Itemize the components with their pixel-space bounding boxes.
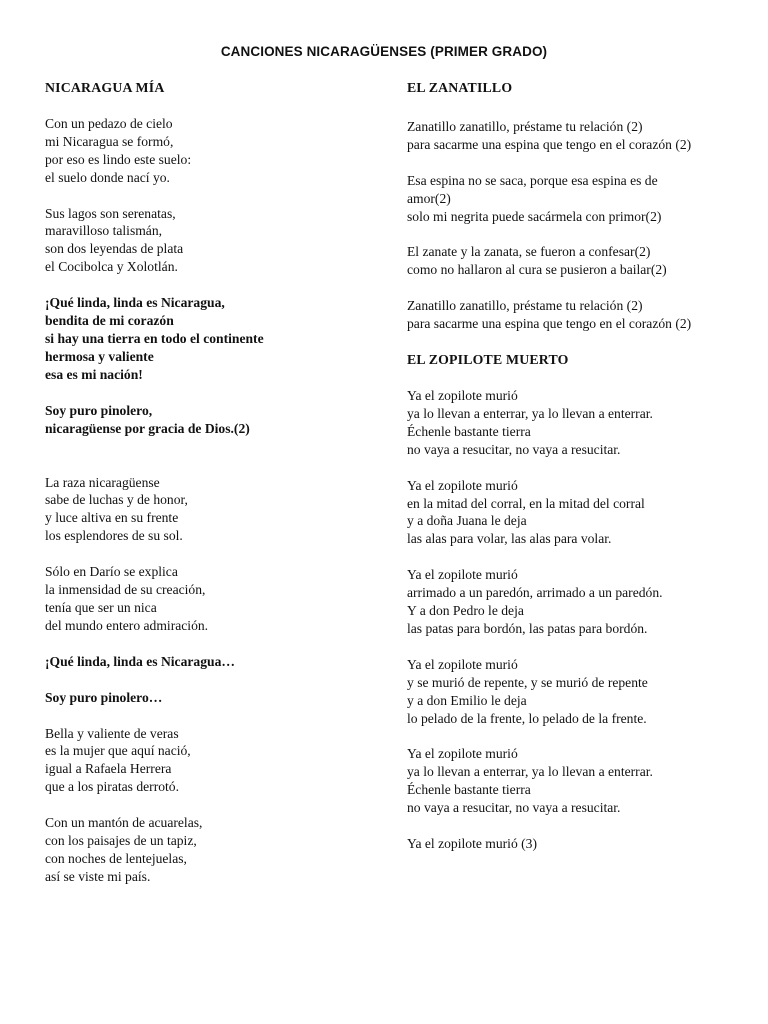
verse-line: Échenle bastante tierra [407,782,531,798]
verse-line: amor(2) [407,190,451,206]
verse-line: son dos leyendas de plata [45,241,184,257]
chorus-line: hermosa y valiente [45,348,154,364]
verse-line: Ya el zopilote murió (3) [407,836,538,852]
verse-line: Ya el zopilote murió [407,656,518,672]
verse-line: El zanate y la zanata, se fueron a confesar(2) [407,244,651,260]
verse-line: las patas para bordón, las patas para bordón. [407,620,648,636]
verse-line: los esplendores de su sol. [45,528,183,544]
chorus-stanza [45,653,375,671]
stanza [45,814,375,886]
stanza [407,118,737,154]
verse-line: Esa espina no se saca, porque esa espina es de [407,172,658,188]
left-column [45,79,375,886]
chorus-line: Soy puro pinolero… [45,689,163,705]
chorus-line: esa es mi nación! [45,366,143,382]
stanza [407,477,737,549]
verse-line: y a don Emilio le deja [407,692,527,708]
page-title: CANCIONES NICARAGÜENSES (PRIMER GRADO) [220,44,548,59]
chorus-line: ¡Qué linda, linda es Nicaragua… [45,653,235,669]
verse-line: las alas para volar, las alas para volar. [407,531,612,547]
chorus-line: bendita de mi corazón [45,313,174,329]
song-title-nicaragua-mia: NICARAGUA MÍA [45,80,165,95]
verse-line: mi Nicaragua se formó, [45,133,174,149]
verse-line: Zanatillo zanatillo, préstame tu relación (2) [407,118,643,134]
verse-line: Ya el zopilote murió [407,387,518,403]
stanza [407,387,737,459]
stanza [407,297,737,333]
chorus-line: nicaragüense por gracia de Dios.(2) [45,420,250,436]
song-title-el-zanatillo: EL ZANATILLO [407,80,513,95]
verse-line: y a doña Juana le deja [407,513,527,529]
stanza [45,205,375,277]
verse-line: Échenle bastante tierra [407,423,531,439]
verse-line: Ya el zopilote murió [407,477,518,493]
verse-line: ya lo llevan a enterrar, ya lo llevan a enterrar. [407,764,653,780]
verse-line: no vaya a resucitar, no vaya a resucitar. [407,441,621,457]
stanza [407,243,737,279]
verse-line: con los paisajes de un tapiz, [45,833,197,849]
right-column [407,79,737,853]
verse-line: igual a Rafaela Herrera [45,761,172,777]
verse-line: que a los piratas derrotó. [45,779,180,795]
verse-line: con noches de lentejuelas, [45,851,187,866]
verse-line: la inmensidad de su creación, [45,582,206,598]
verse-line: Sólo en Darío se explica [45,564,178,580]
verse-line: sabe de luchas y de honor, [45,492,188,508]
verse-line: Sus lagos son serenatas, [45,205,176,221]
verse-line: para sacarme una espina que tengo en el corazón (2) [407,136,692,152]
stanza [45,563,375,635]
verse-line: por eso es lindo este suelo: [45,151,192,167]
stanza [45,725,375,797]
verse-line: Bella y valiente de veras [45,725,179,741]
verse-line: del mundo entero admiración. [45,617,209,633]
stanza [407,835,737,853]
stanza [407,656,737,728]
verse-line: ya lo llevan a enterrar, ya lo llevan a enterrar. [407,405,653,421]
stanza [407,566,737,638]
chorus-line: si hay una tierra en todo el continente [45,330,264,346]
verse-line: como no hallaron al cura se pusieron a bailar(2) [407,262,667,278]
chorus-stanza [45,294,375,384]
verse-line: no vaya a resucitar, no vaya a resucitar. [407,800,621,816]
verse-line: el suelo donde nací yo. [45,169,170,185]
chorus-line: Soy puro pinolero, [45,402,153,418]
stanza [45,474,375,546]
verse-line: Ya el zopilote murió [407,746,518,762]
verse-line: Con un pedazo de cielo [45,115,173,131]
verse-line: y luce altiva en su frente [45,510,179,526]
verse-line: solo mi negrita puede sacármela con primor(2) [407,208,662,224]
verse-line: Con un mantón de acuarelas, [45,815,203,831]
verse-line: Zanatillo zanatillo, préstame tu relación (2) [407,298,643,314]
verse-line: tenía que ser un nica [45,599,157,615]
verse-line: así se viste mi país. [45,868,151,884]
verse-line: La raza nicaragüense [45,474,160,490]
stanza [407,172,737,226]
chorus-line: ¡Qué linda, linda es Nicaragua, [45,295,225,311]
song-title-el-zopilote-muerto: EL ZOPILOTE MUERTO [407,352,569,368]
verse-line: y se murió de repente, y se murió de repente [407,674,648,690]
chorus-stanza [45,402,375,438]
verse-line: el Cocibolca y Xolotlán. [45,259,178,275]
verse-line: arrimado a un paredón, arrimado a un paredón. [407,585,663,601]
verse-line: lo pelado de la frente, lo pelado de la frente. [407,710,647,726]
verse-line: Y a don Pedro le deja [407,603,524,619]
verse-line: en la mitad del corral, en la mitad del corral [407,495,645,511]
verse-line: maravilloso talismán, [45,223,163,239]
verse-line: Ya el zopilote murió [407,567,518,583]
chorus-stanza [45,689,375,707]
stanza [407,745,737,817]
verse-line: es la mujer que aquí nació, [45,743,191,759]
verse-line: para sacarme una espina que tengo en el corazón (2) [407,316,692,332]
stanza [45,115,375,187]
